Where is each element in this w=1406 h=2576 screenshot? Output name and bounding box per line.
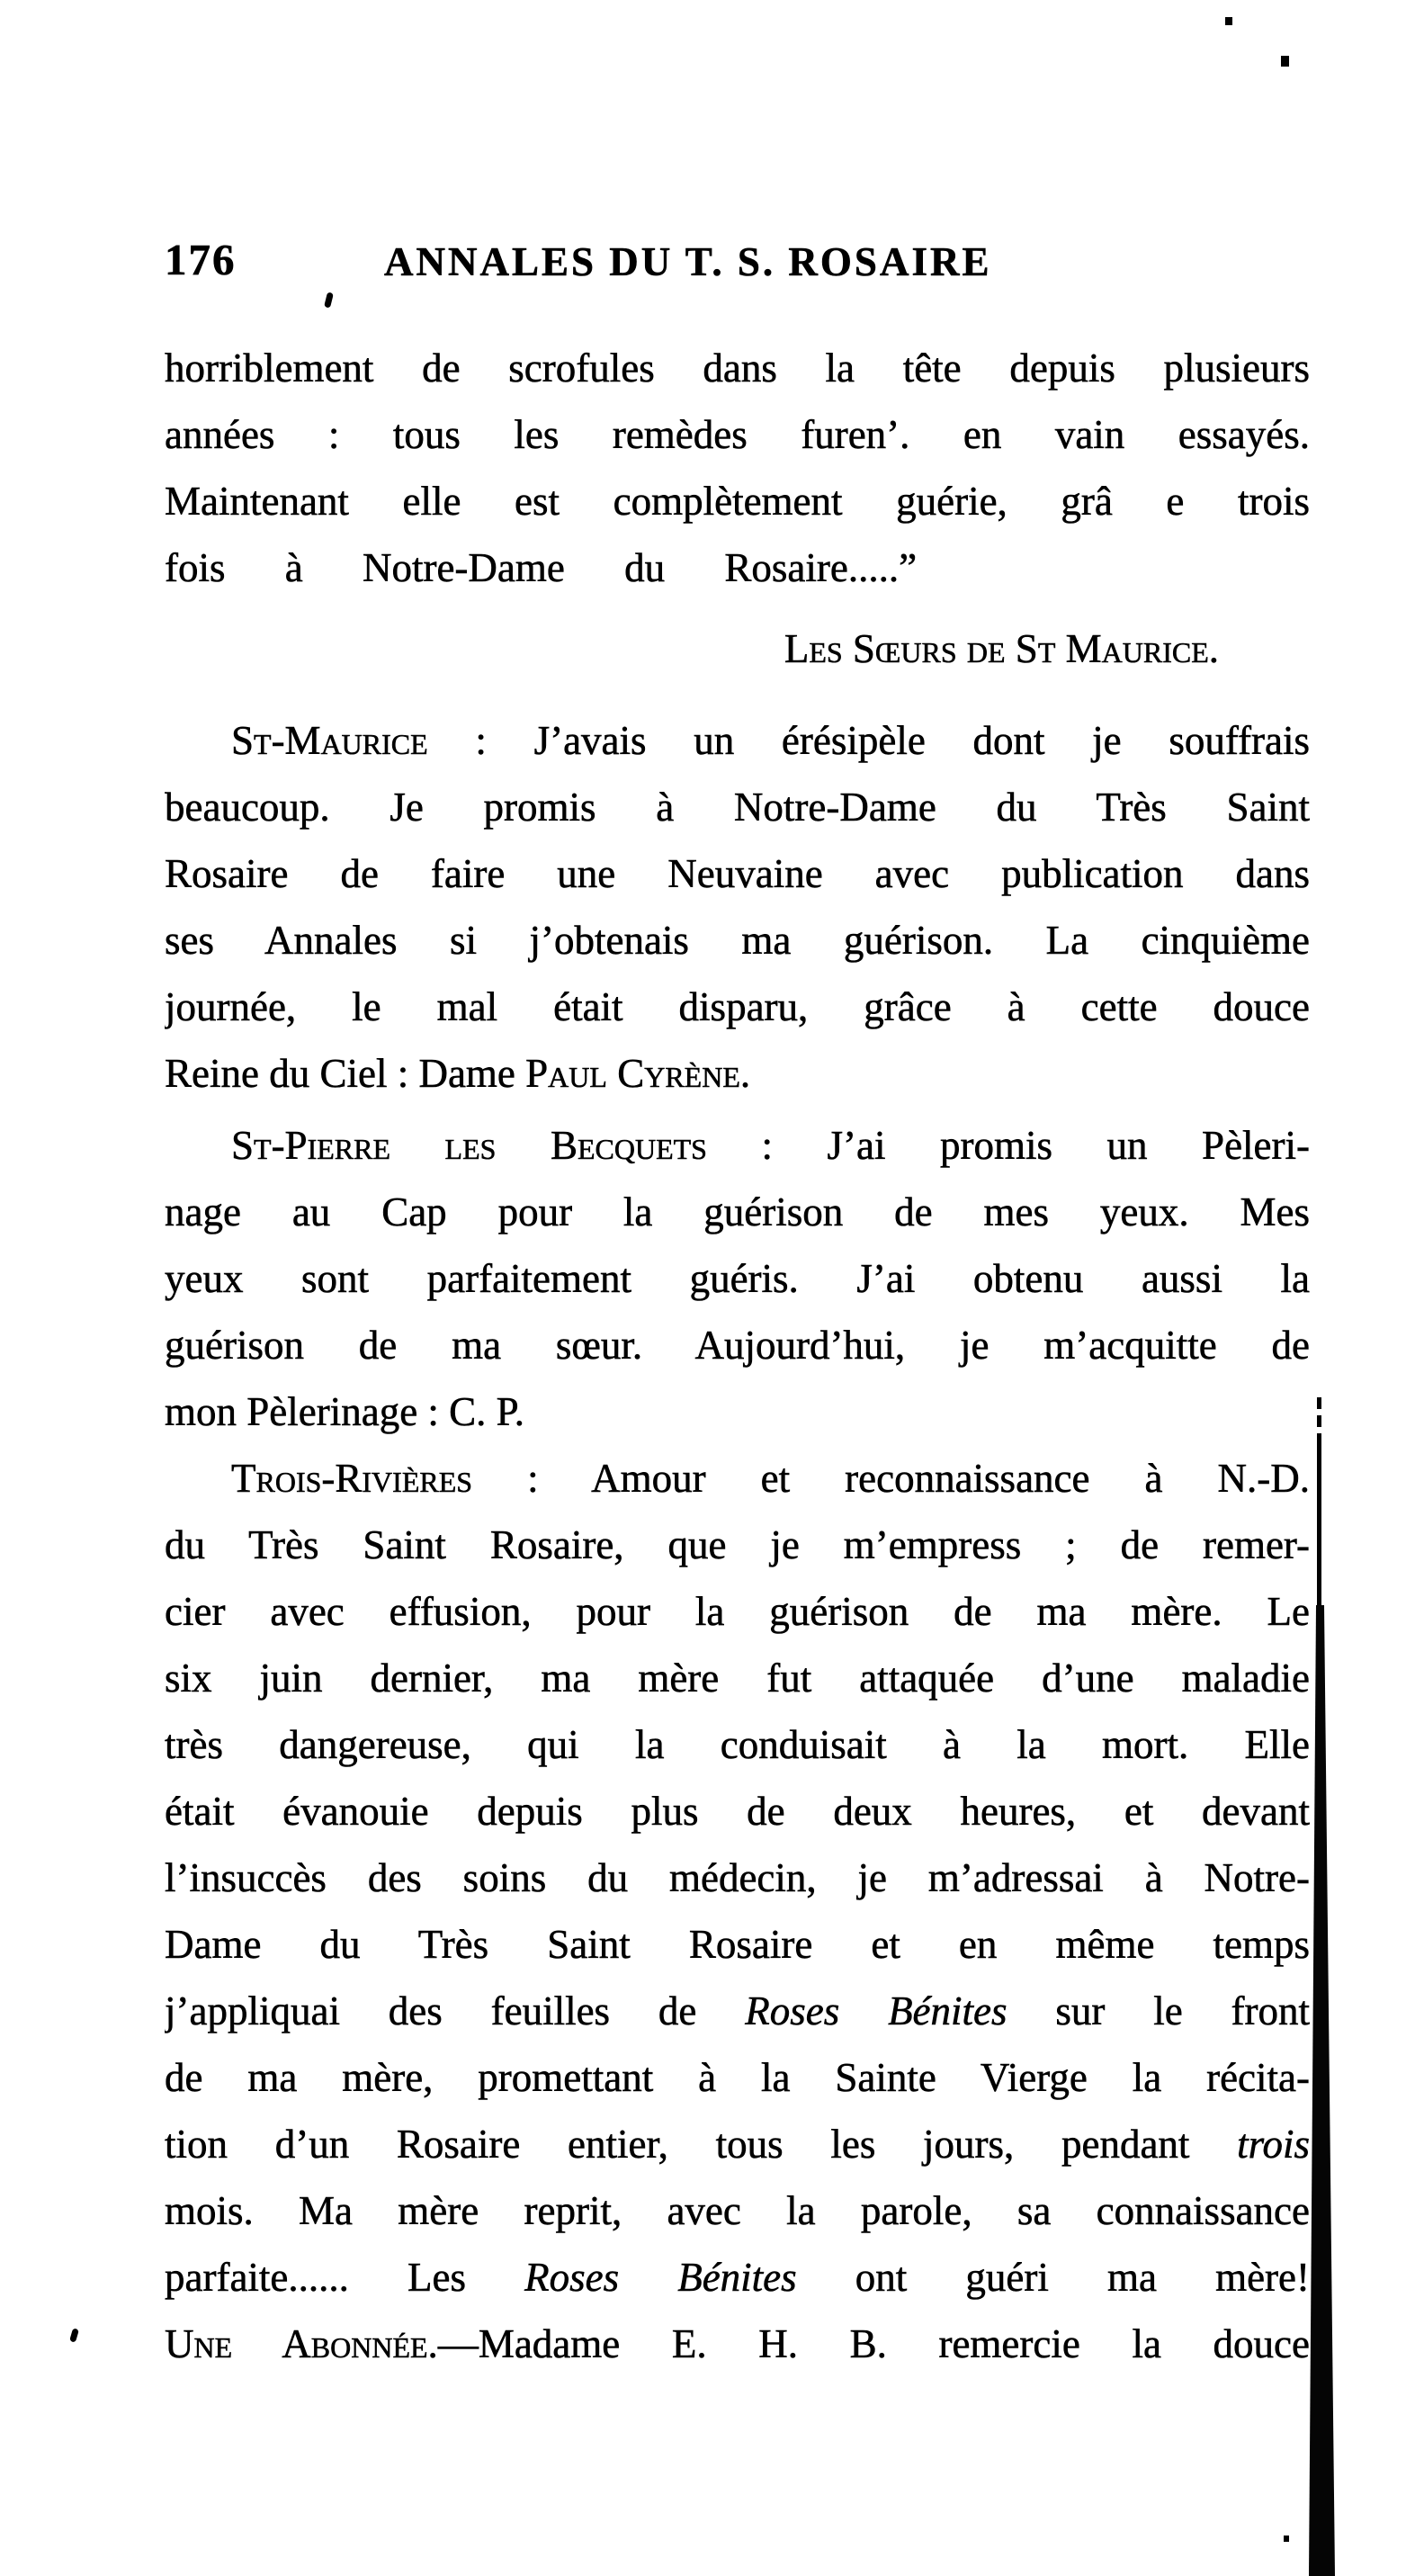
text-segment: mois. Ma mère reprit, avec la parole, sa connaissance (165, 2188, 1310, 2233)
text-line (165, 401, 1310, 468)
text-segment: j’appliquai des feuilles de (165, 1988, 746, 2033)
text-line (165, 1911, 1310, 1978)
text-segment: sur le front (1007, 1988, 1310, 2033)
text-segment: de ma mère, promettant à la Sainte Vierge la récita- (165, 2055, 1310, 2100)
ink-speck (1225, 17, 1232, 25)
text-line (165, 1778, 1310, 1844)
text-line (165, 2177, 1310, 2244)
small-caps-text: Les Sœurs de St Maurice. (784, 626, 1219, 671)
text-line (165, 1378, 1310, 1445)
text-line (165, 707, 1310, 774)
small-caps-text: St-Maurice (231, 718, 428, 763)
text-segment: tion d’un Rosaire entier, tous les jours, pendant (165, 2122, 1238, 2167)
text-line (165, 1978, 1310, 2044)
binding-edge-thin-line (1317, 1440, 1321, 1607)
continuation-paragraph (165, 335, 1310, 601)
small-caps-text: St-Pierre les Becquets (231, 1123, 707, 1168)
binding-edge-shadow-bar (1309, 1605, 1336, 2576)
text-segment: du Très Saint Rosaire, que je m’empress ; de remer- (165, 1522, 1310, 1567)
text-segment: ses Annales si j’obtenais ma guérison. La cinquième (165, 918, 1310, 963)
italic-text: trois (1237, 2122, 1310, 2167)
running-title: ANNALES DU T. S. ROSAIRE (384, 239, 992, 284)
text-line (165, 1844, 1310, 1911)
text-segment: Dame du Très Saint Rosaire et en même temps (165, 1922, 1310, 1967)
text-line (165, 1578, 1310, 1645)
italic-text: Roses Bénites (745, 1988, 1007, 2033)
text-line (165, 615, 1310, 682)
text-line (165, 2044, 1310, 2111)
text-segment: Maintenant elle est complètement guérie, grâ e trois (165, 479, 1310, 524)
text-segment: très dangereuse, qui la conduisait à la mort. Elle (165, 1722, 1310, 1767)
text-line (165, 1179, 1310, 1245)
text-line (165, 2311, 1310, 2377)
text-segment: l’insuccès des soins du médecin, je m’adressai à Notre- (165, 1855, 1310, 1900)
small-caps-text: Trois-Rivières (231, 1456, 473, 1501)
text-line (165, 1245, 1310, 1312)
ink-speck (1281, 56, 1289, 67)
stray-ink-mark (69, 2328, 79, 2342)
text-segment: années : tous les remèdes furen’. en vain essayés. (165, 412, 1310, 457)
text-line (165, 1512, 1310, 1578)
text-line (165, 335, 1310, 401)
text-segment: : J’ai promis un Pèleri- (706, 1123, 1310, 1168)
text-segment: guérison de ma sœur. Aujourd’hui, je m’acquitte de (165, 1323, 1310, 1368)
running-head (0, 0, 1406, 306)
testimony-st-maurice (165, 707, 1310, 1107)
text-line (165, 907, 1310, 974)
text-segment: ont guéri ma mère! (796, 2255, 1310, 2300)
italic-text: Roses Bénites (524, 2255, 797, 2300)
page-body (165, 335, 1310, 2377)
text-line (165, 974, 1310, 1040)
small-caps-text: Paul Cyrène. (525, 1051, 751, 1096)
text-line (165, 1711, 1310, 1778)
text-segment: : Amour et reconnaissance à N.-D. (472, 1456, 1310, 1501)
text-segment: six juin dernier, ma mère fut attaquée d’une maladie (165, 1656, 1310, 1701)
text-line (165, 534, 1310, 601)
testimony-une-abonnee (165, 2311, 1310, 2377)
text-line (165, 774, 1310, 840)
text-segment: —Madame E. H. B. remercie la douce (437, 2321, 1310, 2366)
small-caps-text: Une Abonnée. (165, 2321, 438, 2366)
text-line (165, 1645, 1310, 1711)
text-line (165, 1445, 1310, 1512)
text-line (165, 1312, 1310, 1378)
text-segment: parfaite...... Les (165, 2255, 525, 2300)
ink-speck (1284, 2536, 1289, 2542)
text-segment: journée, le mal était disparu, grâce à cette douce (165, 984, 1310, 1029)
text-line (165, 840, 1310, 907)
text-line (165, 2244, 1310, 2311)
text-segment: nage au Cap pour la guérison de mes yeux. Mes (165, 1189, 1310, 1234)
text-line (165, 1040, 1310, 1107)
page-number: 176 (165, 235, 237, 284)
text-segment: était évanouie depuis plus de deux heures, et devant (165, 1789, 1310, 1834)
text-segment: mon Pèlerinage : C. P. (165, 1389, 524, 1434)
text-segment: fois à Notre-Dame du Rosaire.....” (165, 545, 918, 590)
text-segment: beaucoup. Je promis à Notre-Dame du Très Saint (165, 785, 1310, 830)
text-segment: Rosaire de faire une Neuvaine avec publication dans (165, 851, 1310, 896)
text-segment: : J’avais un érésipèle dont je souffrais (427, 718, 1310, 763)
testimony-trois-rivieres (165, 1445, 1310, 2311)
signature-soeurs-st-maurice (165, 615, 1310, 682)
text-segment: cier avec effusion, pour la guérison de ma mère. Le (165, 1589, 1310, 1634)
binding-edge-dashed-line (1317, 1397, 1321, 1442)
text-line (165, 1112, 1310, 1179)
testimony-st-pierre-les-becquets (165, 1112, 1310, 1445)
text-segment: yeux sont parfaitement guéris. J’ai obtenu aussi la (165, 1256, 1310, 1301)
text-segment: Reine du Ciel : Dame (165, 1051, 526, 1096)
text-line (165, 2111, 1310, 2177)
text-segment: horriblement de scrofules dans la tête depuis plusieurs (165, 346, 1310, 390)
text-line (165, 468, 1310, 534)
